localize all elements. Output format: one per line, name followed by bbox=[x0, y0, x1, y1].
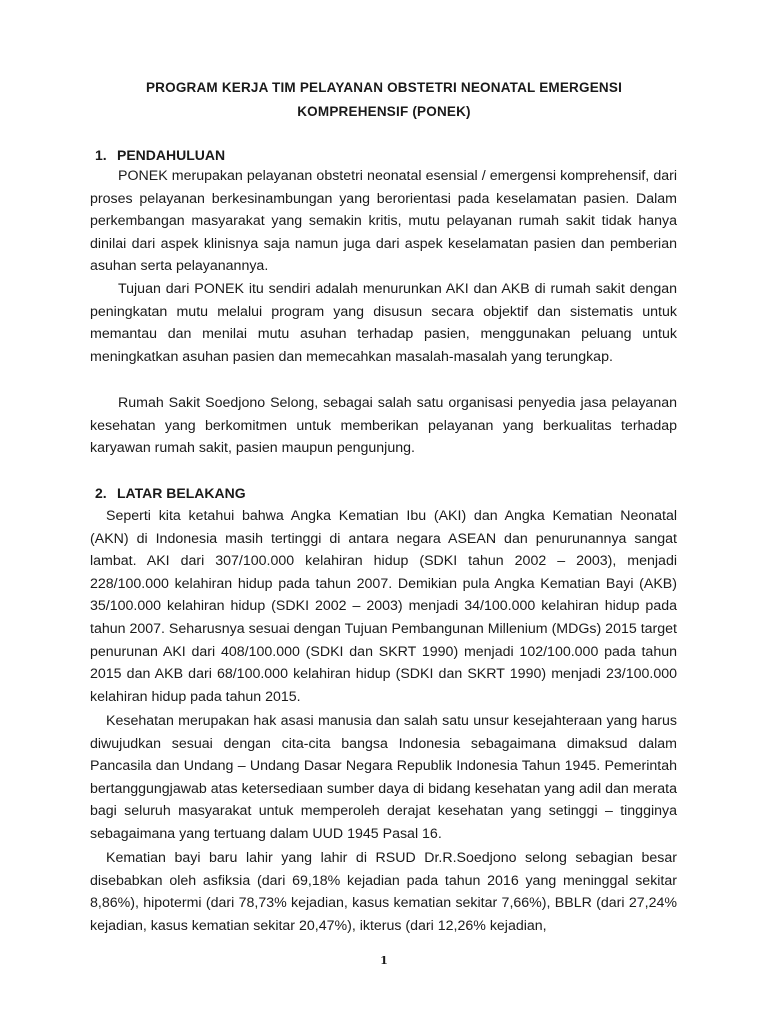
paragraph: PONEK merupakan pelayanan obstetri neonatal esensial / emergensi komprehensif, dari proses pelayanan berkesinambungan yang berorientasi pada keselamatan pasien. Dalam perkembangan masyarakat yang semakin kritis, mutu pelayanan rumah sakit tidak hanya dinilai dari aspek klinisnya saja namun juga dari aspek keselamatan pasien dan pemberian asuhan serta pelayanannya. bbox=[90, 168, 677, 275]
section-title: LATAR BELAKANG bbox=[117, 485, 246, 501]
paragraph: Rumah Sakit Soedjono Selong, sebagai salah satu organisasi penyedia jasa pelayanan kesehatan yang berkomitmen untuk memberikan pelayanan yang berkualitas terhadap karyawan rumah sakit, pasien maupun pengunjung. bbox=[90, 395, 677, 457]
section-number: 2. bbox=[95, 485, 107, 501]
document-title-line-1: PROGRAM KERJA TIM PELAYANAN OBSTETRI NEONATAL EMERGENSI bbox=[145, 80, 623, 95]
section-heading-pendahuluan bbox=[95, 145, 225, 165]
document-title-line-2: KOMPREHENSIF (PONEK) bbox=[297, 104, 471, 119]
section-title: PENDAHULUAN bbox=[117, 147, 226, 163]
section-heading-latar-belakang bbox=[95, 483, 246, 503]
paragraph: Tujuan dari PONEK itu sendiri adalah menurunkan AKI dan AKB di rumah sakit dengan peningkatan mutu melalui program yang disusun secara objektif dan sistematis untuk memantau dan menilai mutu asuhan terhadap pasien, menggunakan peluang untuk meningkatkan asuhan pasien dan memecahkan masalah-masalah yang terungkap. bbox=[90, 281, 677, 365]
paragraph: Kematian bayi baru lahir yang lahir di RSUD Dr.R.Soedjono selong sebagian besar disebabkan oleh asfiksia (dari 69,18% kejadian pada tahun 2016 yang meninggal sekitar 8,86%), hipotermi (dari 78,73% kejadian, kasus kematian sekitar 7,66%), BBLR (dari 27,24% kejadian, kasus kematian sekitar 20,47%), ikterus (dari 12,26% kejadian, bbox=[90, 850, 677, 934]
section-number: 1. bbox=[95, 147, 107, 163]
paragraph: Kesehatan merupakan hak asasi manusia dan salah satu unsur kesejahteraan yang harus diwujudkan sesuai dengan cita-cita bangsa Indonesia sebagaimana dimaksud dalam Pancasila dan Undang – Undang Dasar Negara Republik Indonesia Tahun 1945. Pemerintah bertanggungjawab atas ketersediaan sumber daya di bidang kesehatan yang adil dan merata bagi seluruh masyarakat untuk memperoleh derajat kesehatan yang setinggi – tingginya sebagaimana yang tertuang dalam UUD 1945 Pasal 16. bbox=[90, 713, 677, 842]
paragraph: Seperti kita ketahui bahwa Angka Kematian Ibu (AKI) dan Angka Kematian Neonatal (AKN) di Indonesia masih tertinggi di antara negara ASEAN dan penurunannya sangat lambat. AKI dari 307/100.000 kelahiran hidup (SDKI tahun 2002 – 2003), menjadi 228/100.000 kelahiran hidup pada tahun 2007. Demikian pula Angka Kematian Bayi (AKB) 35/100.000 kelahiran hidup (SDKI 2002 – 2003) menjadi 34/100.000 kelahiran hidup pada tahun 2007. Seharusnya sesuai dengan Tujuan Pembangunan Millenium (MDGs) 2015 target penurunan AKI dari 408/100.000 (SDKI dan SKRT 1990) menjadi 102/100.000 pada tahun 2015 dan AKB dari 68/100.000 kelahiran hidup (SDKI dan SKRT 1990) menjadi 23/100.000 kelahiran hidup pada tahun 2015. bbox=[90, 508, 677, 705]
page-number: 1 bbox=[380, 954, 388, 967]
